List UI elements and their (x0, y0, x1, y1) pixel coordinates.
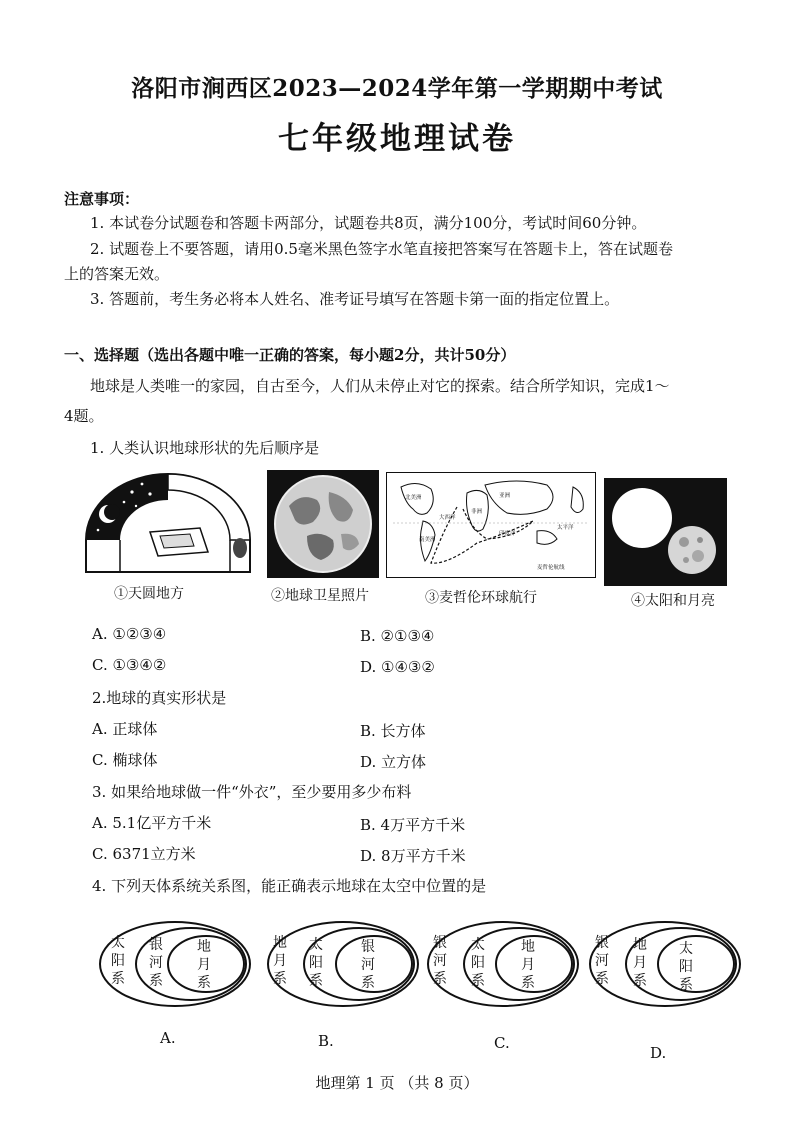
caption-4: ④太阳和月亮 (631, 593, 715, 609)
diagram-d-outer-label: 银河系 (595, 935, 609, 987)
diagram-c-inner-label: 地月系 (521, 939, 535, 991)
image-round-sky-square-earth (80, 470, 256, 578)
diagram-c-outer-label: 银河系 (433, 935, 447, 987)
exam-title: 洛阳市涧西区2023—2024学年第一学期期中考试 (131, 75, 663, 102)
question-2-stem: 2.地球的真实形状是 (92, 689, 227, 707)
diagram-b-middle-label: 太阳系 (309, 937, 323, 989)
diagram-d[interactable] (586, 918, 744, 1010)
image-earth-satellite-photo (267, 470, 379, 578)
caption-1: ①天圆地方 (114, 586, 184, 602)
diagram-b[interactable] (264, 918, 422, 1010)
question-3-stem: 3. 如果给地球做一件“外衣”，至少要用多少布料 (92, 783, 412, 801)
notice-heading: 注意事项： (64, 190, 140, 208)
diagram-c-middle-label: 太阳系 (471, 937, 485, 989)
map-label-route: 麦哲伦航线 (537, 565, 565, 571)
map-label-asia: 亚洲 (499, 493, 511, 499)
diagram-a-inner-label: 地月系 (197, 939, 211, 991)
q1-option-c[interactable]: C. ①③④② (92, 656, 167, 674)
image-magellan-voyage-map (386, 472, 596, 578)
notice-item-3: 3. 答题前，考生务必将本人姓名、准考证号填写在答题卡第一面的指定位置上。 (90, 290, 620, 308)
diagram-c-letter[interactable]: C. (494, 1034, 510, 1052)
q3-option-c[interactable]: C. 6371立方米 (92, 845, 196, 863)
q2-option-c[interactable]: C. 椭球体 (92, 751, 158, 769)
q1-option-d[interactable]: D. ①④③② (360, 658, 435, 676)
q1-option-a[interactable]: A. ①②③④ (92, 625, 167, 643)
notice-item-2-line-2: 上的答案无效。 (64, 265, 170, 283)
q3-option-a[interactable]: A. 5.1亿平方千米 (92, 814, 212, 832)
diagram-d-letter[interactable]: D. (650, 1044, 667, 1062)
notice-item-1: 1. 本试卷分试题卷和答题卡两部分，试题卷共8页，满分100分，考试时间60分钟。 (90, 214, 647, 232)
diagram-d-inner-label: 太阳系 (679, 941, 693, 993)
diagram-a-middle-label: 银河系 (149, 937, 163, 989)
notice-item-2-line-1: 2. 试题卷上不要答题，请用0.5毫米黑色签字水笔直接把答案写在答题卡上，答在试题卷 (90, 240, 673, 258)
map-label-pacific: 太平洋 (557, 525, 574, 531)
diagram-a-outer-label: 太阳系 (111, 935, 125, 987)
q3-option-d[interactable]: D. 8万平方千米 (360, 847, 466, 865)
diagram-b-letter[interactable]: B. (318, 1032, 334, 1050)
question-1-stem: 1. 人类认识地球形状的先后顺序是 (90, 439, 320, 457)
q2-option-d[interactable]: D. 立方体 (360, 753, 427, 771)
diagram-a-letter[interactable]: A. (160, 1029, 176, 1047)
map-label-south-america: 南美洲 (419, 537, 436, 543)
exam-subtitle: 七年级地理试卷 (278, 121, 516, 157)
question-4-stem: 4. 下列天体系统关系图，能正确表示地球在太空中位置的是 (92, 877, 487, 895)
diagram-d-middle-label: 地月系 (633, 937, 647, 989)
diagram-b-outer-label: 地月系 (273, 935, 287, 987)
diagram-b-inner-label: 银河系 (361, 939, 375, 991)
map-label-indian-ocean: 印度洋 (499, 531, 516, 537)
q2-option-a[interactable]: A. 正球体 (92, 720, 158, 738)
caption-2: ②地球卫星照片 (271, 588, 369, 604)
q2-option-b[interactable]: B. 长方体 (360, 722, 426, 740)
section-heading: 一、选择题（选出各题中唯一正确的答案，每小题2分，共计50分） (64, 346, 516, 364)
section-intro-line-2: 4题。 (64, 407, 104, 425)
q1-option-b[interactable]: B. ②①③④ (360, 627, 435, 645)
caption-3: ③麦哲伦环球航行 (425, 590, 537, 606)
map-label-atlantic: 大西洋 (439, 515, 456, 521)
image-sun-and-moon (604, 478, 727, 586)
q3-option-b[interactable]: B. 4万平方千米 (360, 816, 466, 834)
diagram-a[interactable] (96, 918, 254, 1010)
diagram-c[interactable] (424, 918, 582, 1010)
page-footer: 地理第 1 页 （共 8 页） (315, 1074, 479, 1092)
map-label-africa: 非洲 (471, 509, 483, 515)
section-intro-line-1: 地球是人类唯一的家园，自古至今，人们从未停止对它的探索。结合所学知识，完成1～ (90, 377, 670, 395)
map-label-north-america: 北美洲 (405, 495, 422, 501)
